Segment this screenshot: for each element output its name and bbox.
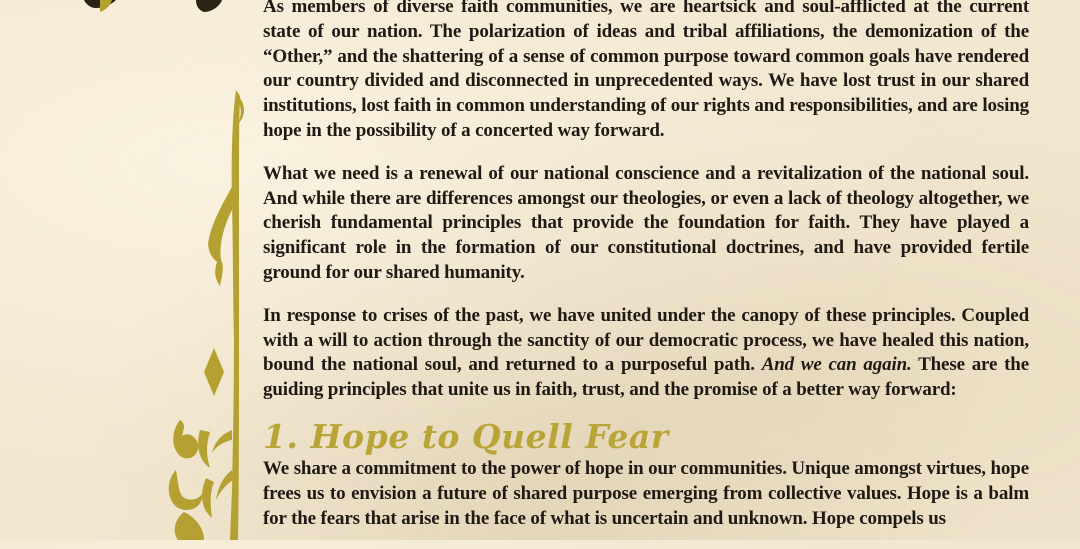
flourish-leaf: [208, 185, 233, 264]
paragraph-2: What we need is a renewal of our national conscience and a revitalization of the national soul. And while there are differences amongst our theologies, or even a lack of theology altogether, we cherish fundamental principles that provide the foundation for faith. They have played a significant role in the formation of our constitutional doctrines, and have provided fertile ground for our shared humanity.: [263, 162, 1029, 283]
gothic-glyph-4: [198, 430, 210, 468]
flourish-top-gold: [100, 0, 112, 12]
paragraph-3-emphasis: And we can again.: [761, 354, 912, 376]
section-body: We share a commitment to the power of hope in our communities. Unique amongst virtues, hope frees us to envision a future of shared purpose emerging from collective values. Hope is a balm for the fears that arise in the face of what is uncertain and unknown. Hope compels us: [263, 457, 1029, 529]
document-body: [263, 0, 1029, 549]
flourish-bracket: [212, 430, 232, 454]
gothic-glyph-5: [202, 478, 214, 518]
flourish-bracket-low: [216, 470, 233, 500]
gothic-glyph-3: [175, 512, 204, 540]
flourish-top-right: [196, 0, 222, 12]
paragraph-1: As members of diverse faith communities, we are heartsick and soul-afflicted at the current state of our nation. The polarization of ideas and tribal affiliations, the demonization of the “Other,” and the shattering of a sense of common purpose toward common goals have rendered our country divided and disconnected in unprecedented ways. We have lost trust in our shared institutions, lost faith in common understanding of our rights and responsibilities, and are losing hope in the possibility of a concerted way forward.: [263, 0, 1029, 141]
paragraph-3-text-a: In response to crises of the past, we have united under the canopy of these principles. Coupled with a will to action through the sanctity of our democratic process, we have healed this nation, bound the national soul, and returned to a purposeful path.: [263, 304, 1029, 376]
gothic-flourish-border: [0, 0, 260, 540]
section-heading: 1. Hope to Quell Fear: [263, 416, 669, 456]
diamond-ornament: [204, 348, 224, 396]
flourish-leaf-tip: [215, 260, 223, 286]
gothic-glyph-2: [169, 470, 202, 510]
paragraph-3: [263, 304, 1029, 403]
gothic-glyph-1: [173, 420, 198, 458]
paragraph-3-text-b: These are the guiding principles that unite us in faith, trust, and the promise of a better way forward:: [263, 354, 1029, 401]
